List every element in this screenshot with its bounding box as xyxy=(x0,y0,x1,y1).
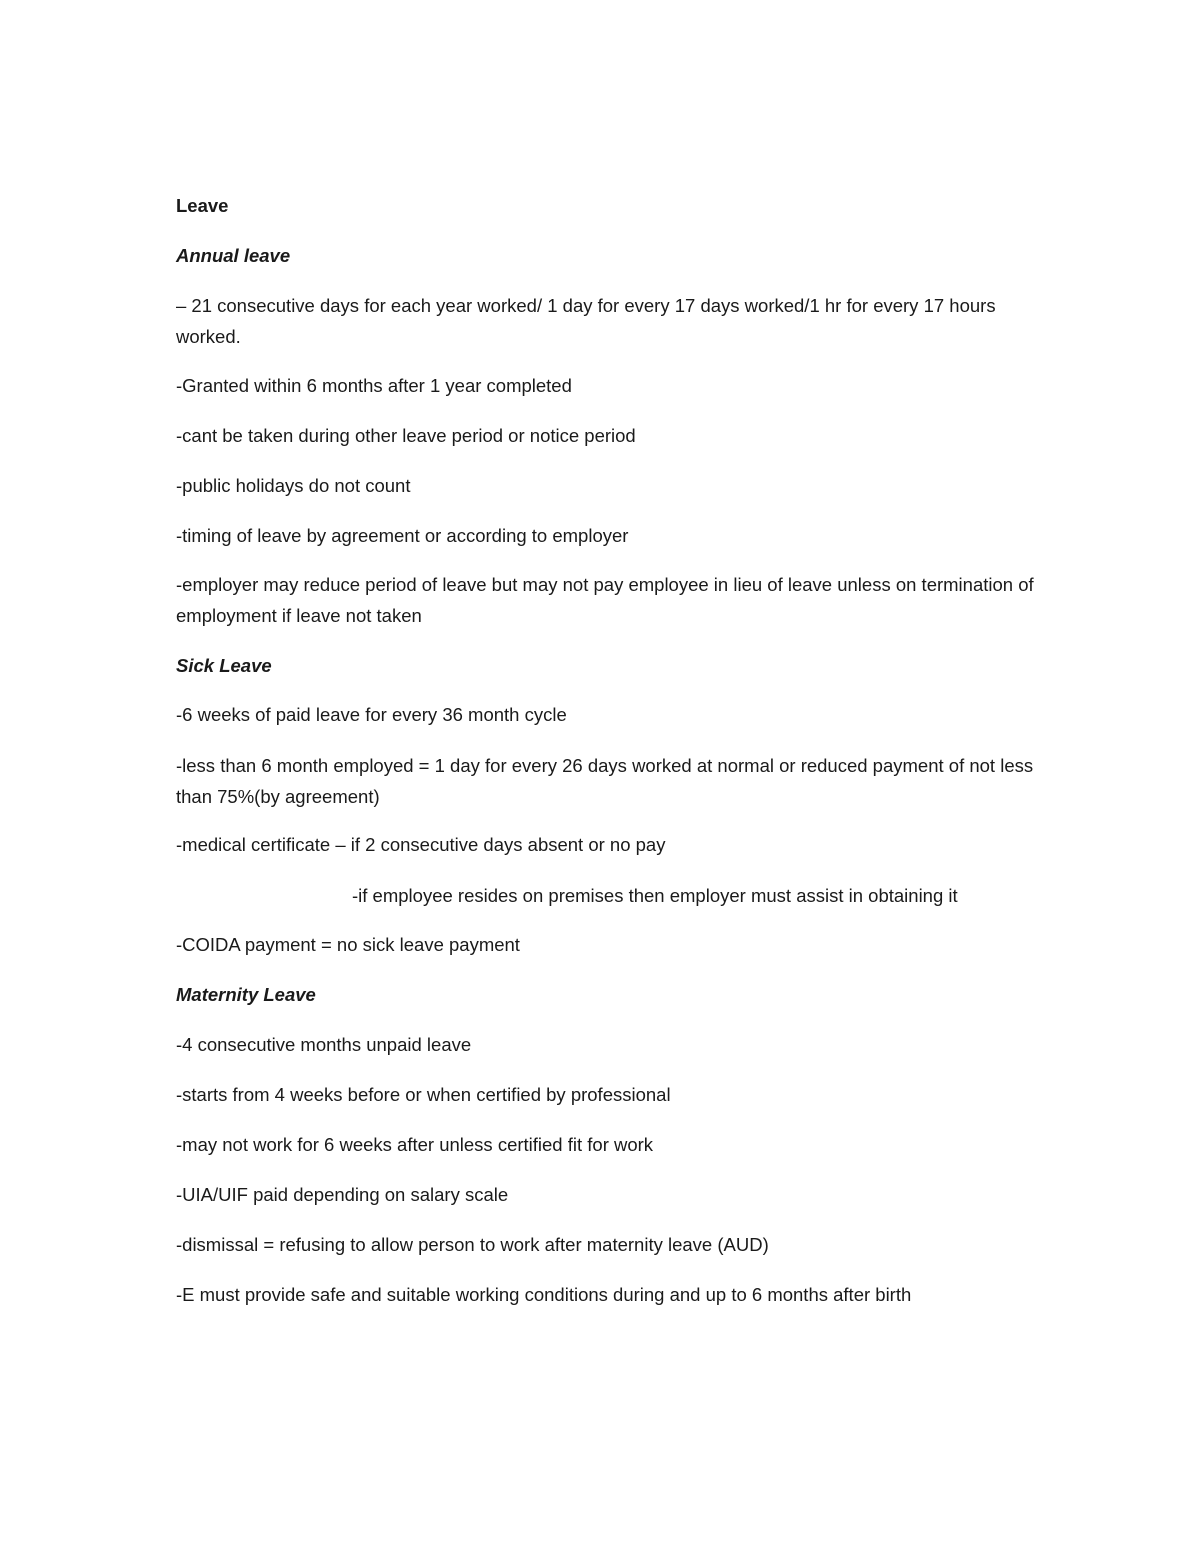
maternity-leave-item: -E must provide safe and suitable working conditions during and up to 6 months after birth xyxy=(176,1284,912,1305)
maternity-leave-item: -dismissal = refusing to allow person to work after maternity leave (AUD) xyxy=(176,1234,769,1255)
sick-leave-item: -COIDA payment = no sick leave payment xyxy=(176,934,520,955)
sick-leave-item: -6 weeks of paid leave for every 36 month cycle xyxy=(176,704,567,725)
sick-leave-item: -medical certificate – if 2 consecutive days absent or no pay xyxy=(176,834,666,855)
maternity-leave-item: -may not work for 6 weeks after unless certified fit for work xyxy=(176,1134,654,1155)
section-heading-sick-leave: Sick Leave xyxy=(176,655,272,676)
annual-leave-item: -cant be taken during other leave period or notice period xyxy=(176,425,636,446)
annual-leave-item: – 21 consecutive days for each year worked/ 1 day for every 17 days worked/1 hr for every 17 hours worked. xyxy=(176,295,996,347)
annual-leave-item: -employer may reduce period of leave but may not pay employee in lieu of leave unless on termination of employment if leave not taken xyxy=(176,574,1034,626)
sick-leave-item: -less than 6 month employed = 1 day for every 26 days worked at normal or reduced payment of not less than 75%(by agreement) xyxy=(176,755,1034,807)
section-heading-annual-leave: Annual leave xyxy=(176,245,291,266)
sick-leave-subitem: -if employee resides on premises then employer must assist in obtaining it xyxy=(352,885,958,906)
maternity-leave-item: -UIA/UIF paid depending on salary scale xyxy=(176,1184,509,1205)
section-heading-maternity-leave: Maternity Leave xyxy=(176,984,316,1005)
document-title: Leave xyxy=(176,195,229,216)
annual-leave-item: -Granted within 6 months after 1 year completed xyxy=(176,375,572,396)
maternity-leave-item: -4 consecutive months unpaid leave xyxy=(176,1034,472,1055)
annual-leave-item: -timing of leave by agreement or according to employer xyxy=(176,525,629,546)
maternity-leave-item: -starts from 4 weeks before or when certified by professional xyxy=(176,1084,671,1105)
annual-leave-item: -public holidays do not count xyxy=(176,475,411,496)
